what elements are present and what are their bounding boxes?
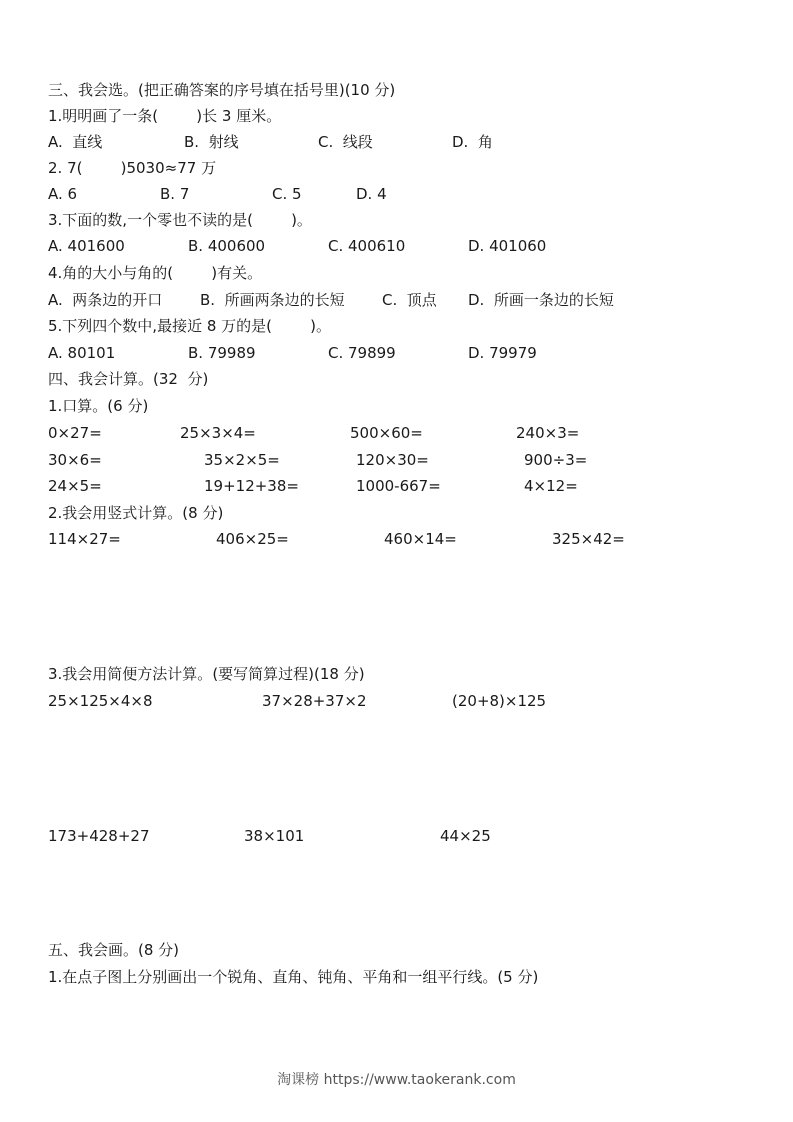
question-5-option-d: D. 79979 xyxy=(468,344,537,362)
part-3-title: 3.我会用简便方法计算。(要写简算过程)(18 分) xyxy=(48,665,365,683)
question-4-stem: 4.角的大小与角的( )有关。 xyxy=(48,264,263,282)
question-1-option-c: C. 线段 xyxy=(318,133,373,151)
question-2-stem: 2. 7( )5030≈77 万 xyxy=(48,159,217,177)
question-3-option-b: B. 400600 xyxy=(188,237,266,255)
oral-calc-item: 24×5= xyxy=(48,477,102,495)
oral-calc-item: 1000-667= xyxy=(356,477,441,495)
simplify-calc-item: 37×28+37×2 xyxy=(262,692,367,710)
oral-calc-item: 35×2×5= xyxy=(204,451,280,469)
oral-calc-item: 900÷3= xyxy=(524,451,588,469)
part-2-title: 2.我会用竖式计算。(8 分) xyxy=(48,504,224,522)
footer-watermark: 淘课榜 https://www.taokerank.com xyxy=(277,1072,516,1088)
question-2-option-d: D. 4 xyxy=(356,185,387,203)
oral-calc-item: 120×30= xyxy=(356,451,429,469)
oral-calc-item: 500×60= xyxy=(350,424,423,442)
section-5-title: 五、我会画。(8 分) xyxy=(48,941,180,959)
question-4-option-c: C. 顶点 xyxy=(382,291,437,309)
oral-calc-item: 25×3×4= xyxy=(180,424,256,442)
question-4-option-a: A. 两条边的开口 xyxy=(48,291,163,309)
question-5-option-c: C. 79899 xyxy=(328,344,396,362)
vertical-calc-item: 114×27= xyxy=(48,530,121,548)
section-4-title: 四、我会计算。(32 分) xyxy=(48,370,209,388)
question-5-option-a: A. 80101 xyxy=(48,344,116,362)
oral-calc-item: 30×6= xyxy=(48,451,102,469)
oral-calc-item: 4×12= xyxy=(524,477,578,495)
drawing-question-1: 1.在点子图上分别画出一个锐角、直角、钝角、平角和一组平行线。(5 分) xyxy=(48,968,539,986)
part-1-title: 1.口算。(6 分) xyxy=(48,397,149,415)
vertical-calc-item: 406×25= xyxy=(216,530,289,548)
question-3-option-d: D. 401060 xyxy=(468,237,547,255)
question-2-option-b: B. 7 xyxy=(160,185,190,203)
oral-calc-item: 19+12+38= xyxy=(204,477,299,495)
simplify-calc-item: 25×125×4×8 xyxy=(48,692,153,710)
question-5-option-b: B. 79989 xyxy=(188,344,256,362)
question-4-option-b: B. 所画两条边的长短 xyxy=(200,291,345,309)
question-3-stem: 3.下面的数,一个零也不读的是( )。 xyxy=(48,211,312,229)
question-3-option-a: A. 401600 xyxy=(48,237,125,255)
vertical-calc-item: 325×42= xyxy=(552,530,625,548)
oral-calc-item: 0×27= xyxy=(48,424,102,442)
question-5-stem: 5.下列四个数中,最接近 8 万的是( )。 xyxy=(48,317,332,335)
question-1-option-a: A. 直线 xyxy=(48,133,103,151)
simplify-calc-item: (20+8)×125 xyxy=(452,692,547,710)
question-1-option-b: B. 射线 xyxy=(184,133,239,151)
simplify-calc-item: 173+428+27 xyxy=(48,827,150,845)
question-2-option-a: A. 6 xyxy=(48,185,78,203)
question-3-option-c: C. 400610 xyxy=(328,237,406,255)
question-2-option-c: C. 5 xyxy=(272,185,302,203)
section-3-title: 三、我会选。(把正确答案的序号填在括号里)(10 分) xyxy=(48,81,396,99)
simplify-calc-item: 44×25 xyxy=(440,827,491,845)
question-4-option-d: D. 所画一条边的长短 xyxy=(468,291,614,309)
vertical-calc-item: 460×14= xyxy=(384,530,457,548)
question-1-option-d: D. 角 xyxy=(452,133,493,151)
question-1-stem: 1.明明画了一条( )长 3 厘米。 xyxy=(48,107,282,125)
oral-calc-item: 240×3= xyxy=(516,424,580,442)
simplify-calc-item: 38×101 xyxy=(244,827,305,845)
